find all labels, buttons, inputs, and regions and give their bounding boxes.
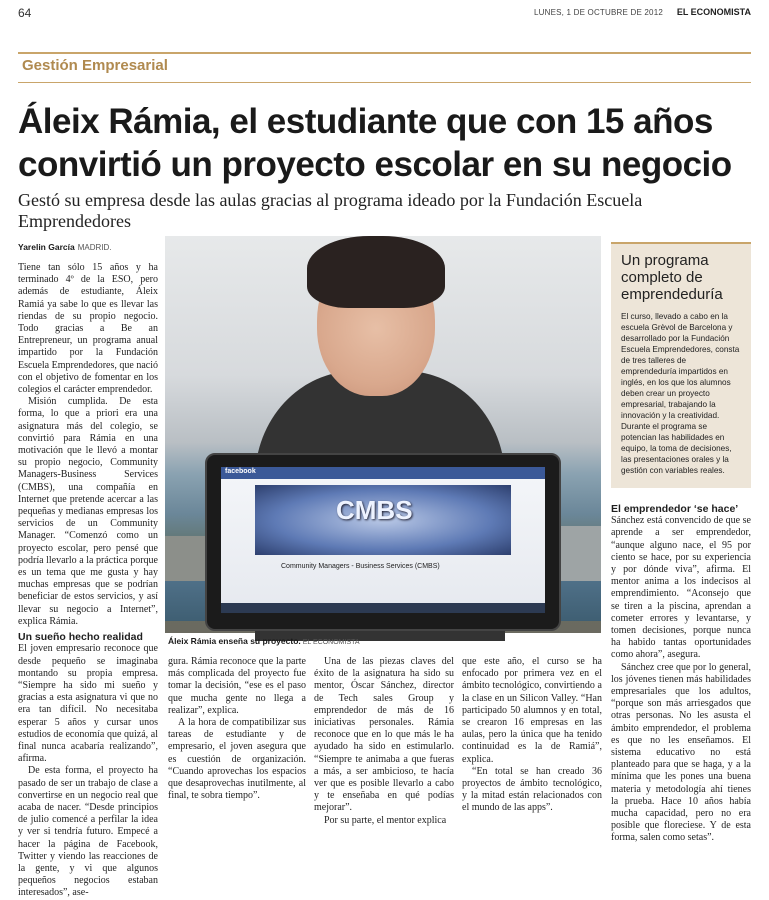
publication-name: EL ECONOMISTA xyxy=(676,7,751,17)
photo-tablet xyxy=(205,453,561,631)
section-rule-bottom xyxy=(18,82,751,83)
facebook-bar xyxy=(221,467,545,479)
article-column-3 xyxy=(314,656,454,827)
sidebar-box xyxy=(611,242,751,488)
facebook-logo: facebook xyxy=(225,468,256,475)
subheadline: Gestó su empresa desde las aulas gracias al programa ideado por la Fundación Escuela Emprendedores xyxy=(18,190,643,231)
col2-paragraph-2: A la hora de compatibilizar sus tareas de estudiante y de empresario, el joven asegura que es cuestión de organización. “Cuando aprovechas los espacios que desaprovechas inutilmente, al final, te sobra tiempo”. xyxy=(168,717,306,802)
facebook-page-name: Community Managers - Business Services (CMBS) xyxy=(281,563,440,570)
page-number: 64 xyxy=(18,6,32,20)
page-header xyxy=(18,6,751,22)
section-title: Gestión Empresarial xyxy=(22,57,168,74)
col5-paragraph-1: Sánchez está convencido de que se aprende a ser emprendedor, “aunque alguno nace, el 95 por ciento se hace, por su experiencia y por dónde viva”, afirma. El mentor anima a los indecisos al emprendimiento. “Aconsejo que se tiren a la piscina, aprendan a cometer errores y levantarse, y tomen decisiones, porque nunca ha habido tantas oportunidades como ahora”, asegura. xyxy=(611,515,751,661)
byline xyxy=(18,242,111,252)
article-column-1 xyxy=(18,262,158,900)
tablet-screen xyxy=(221,467,545,613)
col1-paragraph-2: Misión cumplida. De esta forma, lo que a priori era una asignatura más del colegio, se convirtió para Rámia en una motivación que le llevó a montar su propio negocio, Community Managers-Business Services (CMBS), una compañía en Internet que pretende acercar a las pequeñas y medianas empresas los servicios de un Community Manager. “Comenzó como un proyecto escolar, pero pensé que podría llevarlo a la práctica porque es un tema que me gusta y hay muchas empresas que se podrían beneficiar de estos servicios, y así llevar su negocio a Internet”, explica Rámia. xyxy=(18,396,158,627)
col3-paragraph-1: Una de las piezas claves del éxito de la asignatura ha sido su mentor, Óscar Sánchez, director de Tech sales Group y emprendedor de más de 16 iniciativas personales. Rámia reconoce que en lo que más le ha ayudado ha sido en estimularlo. “Siempre te animaba a que fueras a más, a ser ambicioso, te hacía ver que es posible llevarlo a cabo y te enseñaba en qué podías mejorar”. xyxy=(314,656,454,814)
col1-paragraph-3: El joven empresario reconoce que desde pequeño se imaginaba montando su propia empresa. “Siempre ha sido mi sueño y gracias a esta asignatura vi que no era tan difícil. No necesitaba esperar 5 años y cursar unos estudios de economía que quizá, al final nunca acabaría realizando”, afirma. xyxy=(18,643,158,765)
cmbs-logo: CMBS xyxy=(336,495,413,525)
col3-paragraph-2: Por su parte, el mentor explica xyxy=(324,814,447,826)
subheading-entrepreneur: El emprendedor ‘se hace’ xyxy=(611,503,739,515)
col1-paragraph-4: De esta forma, el proyecto ha pasado de ser un trabajo de clase a convertirse en un negocio real que acaba de nacer. “Desde principios de julio comencé a perfilar la idea y ver si tendría futuro. Empecé a hacer la página de Facebook, Twitter y viendo las reacciones de la gente, y vi que algunos pequeños negocios estaban interesados”, ase- xyxy=(18,765,158,899)
sidebar-title: Un programa completo de emprendeduría xyxy=(621,252,723,303)
col4-paragraph-2: “En total se han creado 36 proyectos de ámbito tecnológico, y la mitad están relacionados con el mundo de las apps”. xyxy=(462,765,602,814)
col5-paragraph-2: Sánchez cree que por lo general, los jóvenes tienen más habilidades empresariales que los adultos, “porque son más arriesgados que otras personas. No les asusta el ámbito emprendedor, el problema es que no les enseñamos. El sistema educativo no está planteado para que se haga, y a la mínima que les pones una buena materia y metodología ahí tienes la prueba. Hace 10 años había mucha capacidad, pero no era posible que floreciese. Y de esta forma, salen como setas”. xyxy=(611,661,751,844)
article-column-2 xyxy=(168,656,306,802)
issue-date: LUNES, 1 DE OCTUBRE DE 2012 xyxy=(534,8,663,17)
subheading-dream: Un sueño hecho realidad xyxy=(18,631,143,644)
byline-author: Yarelin García xyxy=(18,242,75,252)
col2-paragraph-1: gura. Rámia reconoce que la parte más complicada del proyecto fue tomar la decisión, “ese es el paso que mucha gente no llega a realizar”, explica. xyxy=(168,656,306,716)
section-rule-top xyxy=(18,52,751,54)
headline: Áleix Rámia, el estudiante que con 15 años convirtió un proyecto escolar en su negocio xyxy=(18,102,732,184)
article-column-5 xyxy=(611,500,751,845)
photo-person-hair xyxy=(307,236,445,308)
col1-paragraph-1: Tiene tan sólo 15 años y ha terminado 4º de la ESO, pero además de estudiante, Áleix Ramiá ya sabe lo que es llevar las riendas de su propio negocio. Todo gracias a Be an Entrepreneur, un programa anual impartido por la Fundación Escuela Emprendedores, que nació con el objetivo de fomentar en los colegios el carácter emprendedor. xyxy=(18,262,158,396)
sidebar-body: El curso, llevado a cabo en la escuela Grèvol de Barcelona y desarrollado por la Fundación Escuela Emprendedores, consta de tres talleres de emprendeduría impartidos en inglés, en los que los alumnos deben crear un proyecto empresarial, trabajando la innovación y la creatividad. Durante el programa se potencian las habilidades en equipo, la toma de decisiones, las presentaciones orales y la gestión con variables reales. xyxy=(621,312,740,475)
article-column-4 xyxy=(462,656,602,815)
photo-caption xyxy=(168,636,360,646)
caption-text: Áleix Rámia enseña su proyecto. xyxy=(168,636,301,646)
caption-credit: EL ECONOMISTA xyxy=(302,639,360,646)
windows-taskbar xyxy=(221,603,545,613)
col4-paragraph-1: que este año, el curso se ha enfocado por primera vez en el ámbito tecnológico, convirtiendo a la clase en un Silicon Valley. “Han participado 50 alumnos y en total, se crearon 16 empresas en las aulas, pero la única que ha tenido continuidad es la de Ramiá”, explica. xyxy=(462,656,602,765)
byline-city: MADRID. xyxy=(77,243,112,252)
article-photo xyxy=(165,236,601,633)
